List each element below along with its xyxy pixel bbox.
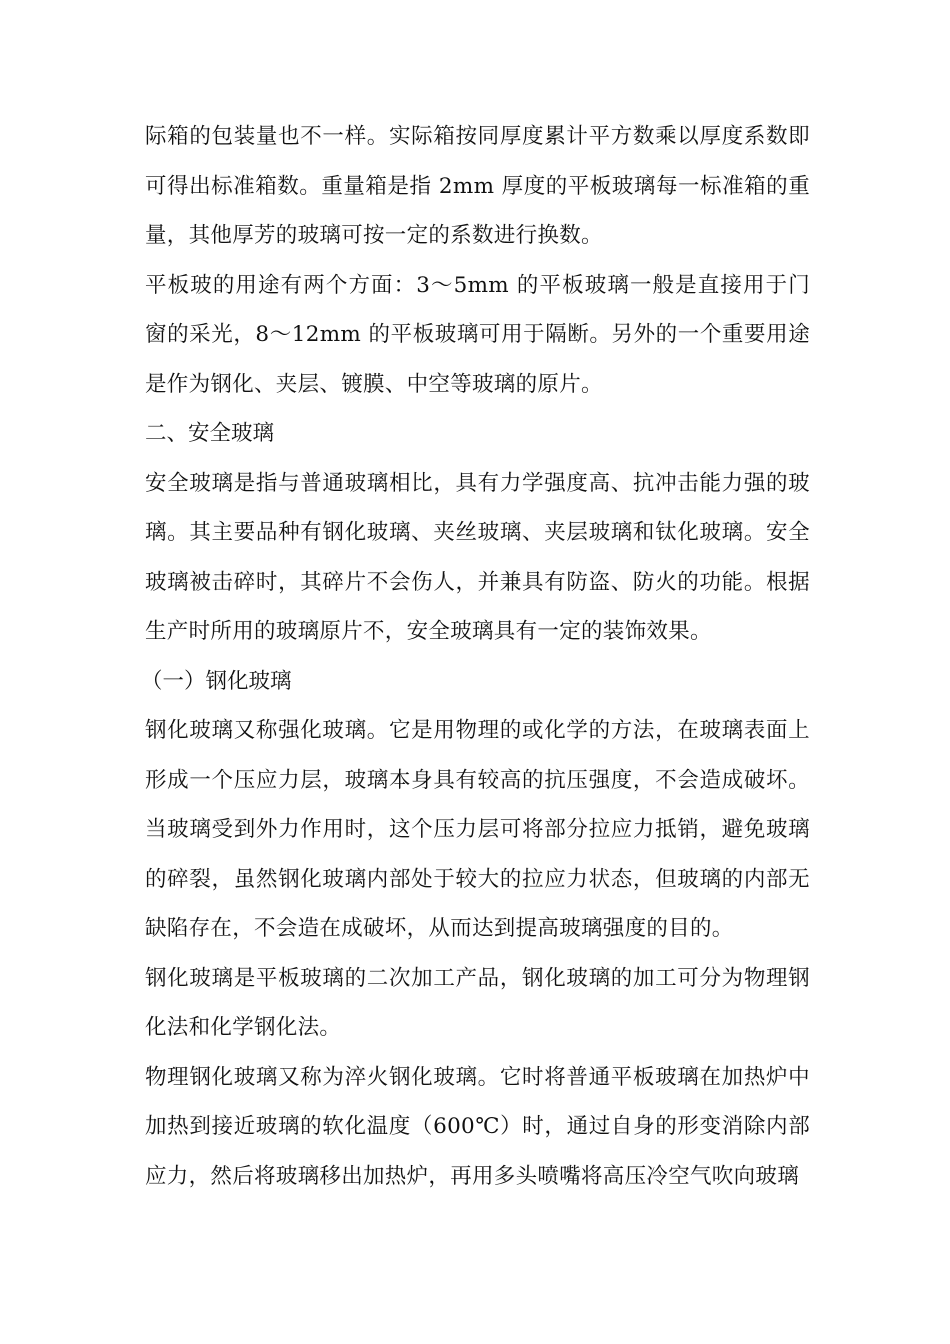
- paragraph-tempered-glass-definition: 钢化玻璃又称强化玻璃。它是用物理的或化学的方法，在玻璃表面上形成一个压应力层，玻璃本身具有较高的抗压强度，不会造成破坏。当玻璃受到外力作用时，这个压力层可将部分拉应力抵销，避免玻璃的碎裂，虽然钢化玻璃内部处于较大的拉应力状态，但玻璃的内部无缺陷存在，不会造在成破坏，从而达到提高玻璃强度的目的。: [145, 718, 810, 941]
- paragraph-physical-tempering: 物理钢化玻璃又称为淬火钢化玻璃。它时将普通平板玻璃在加热炉中加热到接近玻璃的软化温度（600℃）时，通过自身的形变消除内部应力，然后将玻璃移出加热炉，再用多头喷嘴将高压冷空气吹向玻璃: [145, 1064, 810, 1189]
- paragraph-flat-glass-uses: 平板玻的用途有两个方面：3～5mm 的平板玻璃一般是直接用于门窗的采光，8～12mm 的平板玻璃可用于隔断。另外的一个重要用途是作为钢化、夹层、镀膜、中空等玻璃的原片。: [145, 272, 810, 397]
- paragraph-safety-glass: 安全玻璃是指与普通玻璃相比，具有力学强度高、抗冲击能力强的玻璃。其主要品种有钢化玻璃、夹丝玻璃、夹层玻璃和钛化玻璃。安全玻璃被击碎时，其碎片不会伤人，并兼具有防盗、防火的功能。根据生产时所用的玻璃原片不，安全玻璃具有一定的装饰效果。: [145, 470, 810, 644]
- section-heading-safety-glass: 二、安全玻璃: [145, 421, 275, 446]
- paragraph-packaging: 际箱的包装量也不一样。实际箱按同厚度累计平方数乘以厚度系数即可得出标准箱数。重量箱是指 2mm 厚度的平板玻璃每一标准箱的重量，其他厚芳的玻璃可按一定的系数进行换数。: [145, 124, 810, 248]
- document-page: [141, 112, 810, 1201]
- subsection-heading-tempered-glass: （一）钢化玻璃: [141, 668, 292, 694]
- paragraph-tempered-glass-processing: 钢化玻璃是平板玻璃的二次加工产品，钢化玻璃的加工可分为物理钢化法和化学钢化法。: [145, 965, 810, 1040]
